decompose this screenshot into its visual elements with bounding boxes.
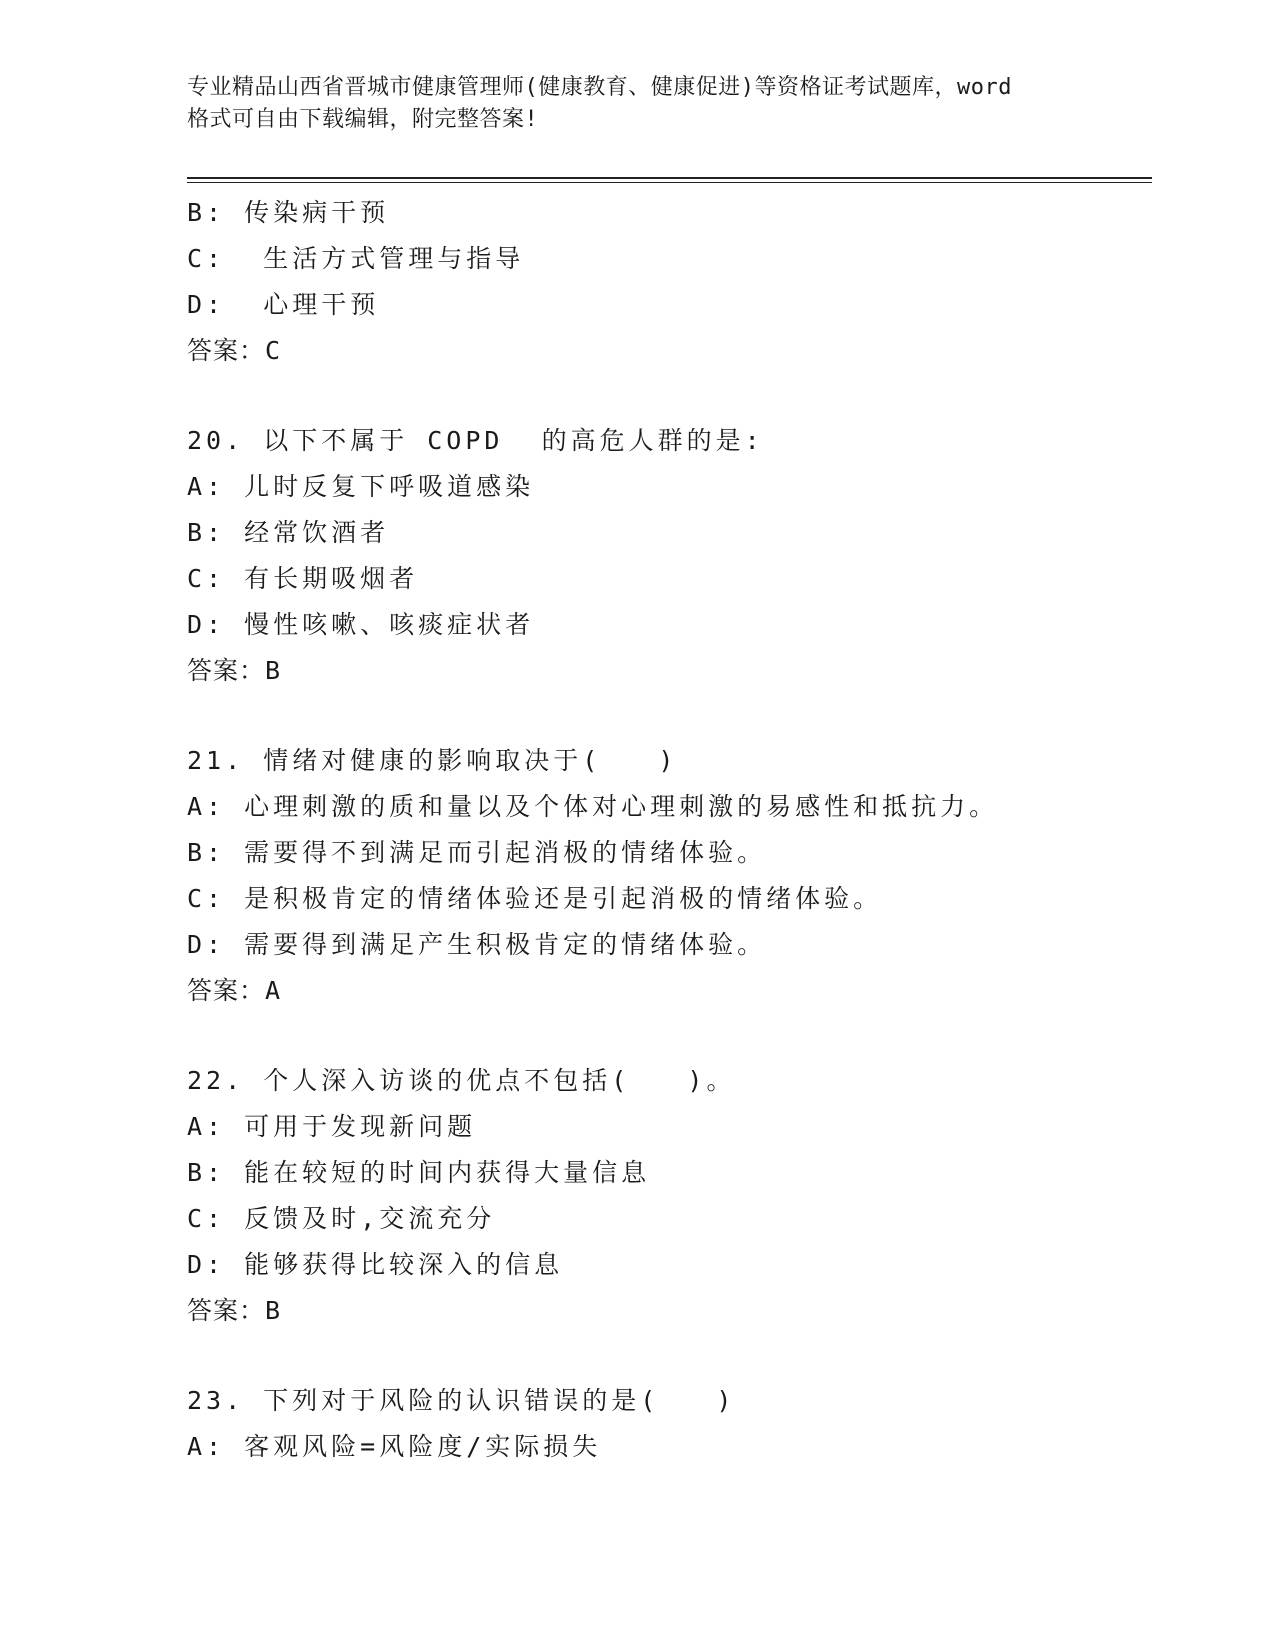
question-19 — [187, 190, 1152, 374]
option-d: D: 能够获得比较深入的信息 — [187, 1250, 564, 1279]
option-c: C: 有长期吸烟者 — [187, 564, 419, 593]
answer: 答案：A — [187, 976, 282, 1005]
header-line-1: 专业精品山西省晋城市健康管理师(健康教育、健康促进)等资格证考试题库，word — [187, 75, 1012, 100]
question-23 — [187, 1378, 1152, 1470]
question-text: 23. 下列对于风险的认识错误的是( ) — [187, 1386, 736, 1415]
header-line-2: 格式可自由下载编辑，附完整答案! — [187, 107, 539, 132]
answer: 答案：C — [187, 336, 282, 365]
option-a: A: 客观风险=风险度/实际损失 — [187, 1432, 602, 1461]
page-header — [187, 72, 1107, 136]
option-a: A: 心理刺激的质和量以及个体对心理刺激的易感性和抵抗力。 — [187, 792, 999, 821]
question-list — [187, 190, 1152, 1470]
header-divider-thick — [187, 177, 1152, 179]
header-divider-thin — [187, 182, 1152, 183]
option-d: D: 慢性咳嗽、咳痰症状者 — [187, 610, 535, 639]
option-d: D: 心理干预 — [187, 290, 380, 319]
option-b: B: 经常饮酒者 — [187, 518, 390, 547]
question-22 — [187, 1058, 1152, 1334]
option-c: C: 反馈及时,交流充分 — [187, 1204, 496, 1233]
option-a: A: 可用于发现新问题 — [187, 1112, 477, 1141]
question-text: 22. 个人深入访谈的优点不包括( )。 — [187, 1066, 736, 1095]
question-text: 21. 情绪对健康的影响取决于( ) — [187, 746, 678, 775]
answer: 答案：B — [187, 1296, 282, 1325]
option-a: A: 儿时反复下呼吸道感染 — [187, 472, 535, 501]
option-b: B: 能在较短的时间内获得大量信息 — [187, 1158, 651, 1187]
question-21 — [187, 738, 1152, 1014]
question-text: 20. 以下不属于 COPD 的高危人群的是: — [187, 426, 764, 455]
question-20 — [187, 418, 1152, 694]
option-c: C: 生活方式管理与指导 — [187, 244, 525, 273]
option-b: B: 需要得不到满足而引起消极的情绪体验。 — [187, 838, 767, 867]
option-b: B: 传染病干预 — [187, 198, 390, 227]
option-d: D: 需要得到满足产生积极肯定的情绪体验。 — [187, 930, 767, 959]
answer: 答案：B — [187, 656, 282, 685]
option-c: C: 是积极肯定的情绪体验还是引起消极的情绪体验。 — [187, 884, 883, 913]
